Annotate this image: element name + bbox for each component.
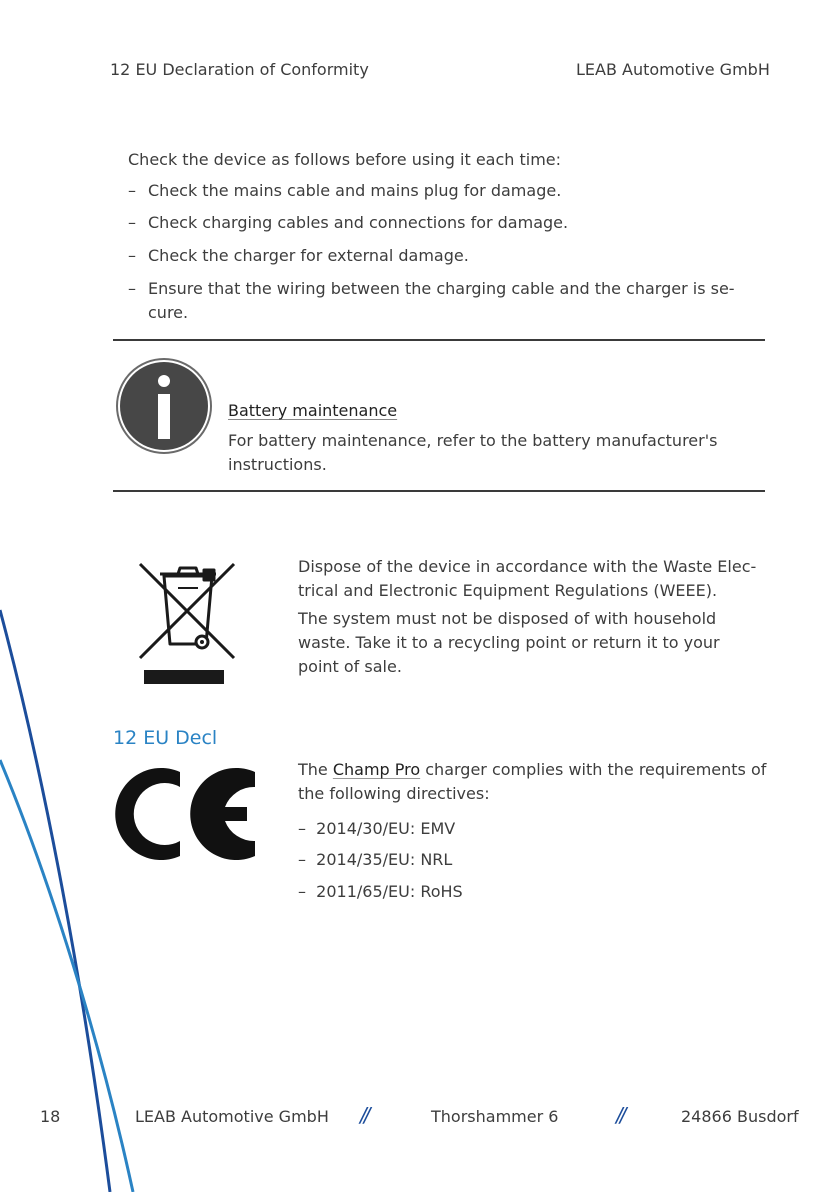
ce-intro-after: charger complies with the requirements of the following directives: (298, 760, 767, 803)
product-name: Champ Pro (332, 760, 421, 779)
dash: – (298, 819, 317, 838)
dash: – (298, 850, 317, 869)
ce-intro (298, 758, 768, 806)
dash: – (128, 279, 136, 298)
section-label: 12 EU Decl (113, 727, 218, 749)
directive-text: 2011/65/EU: RoHS (316, 882, 463, 901)
footer-city: 24866 Busdorf (681, 1107, 799, 1126)
list-item (298, 848, 452, 872)
list-item-text: Check charging cables and connections for damage. (148, 213, 569, 232)
list-item (298, 880, 463, 904)
info-icon (115, 357, 213, 455)
list-item-text: Ensure that the wiring between the charging cable and the charger is se-cure. (148, 279, 735, 322)
footer-street: Thorshammer 6 (431, 1107, 559, 1126)
footer-separator: // (616, 1103, 624, 1127)
header-left-title: 12 EU Declaration of Conformity (110, 60, 369, 79)
header-right-company: LEAB Automotive GmbH (576, 60, 770, 79)
ce-mark-icon (112, 760, 257, 868)
list-item-text: Check the charger for external damage. (148, 246, 469, 265)
dash: – (128, 181, 136, 200)
dash: – (298, 882, 317, 901)
disposal-paragraph-1: Dispose of the device in accordance with the Waste Elec-trical and Electronic Equipment Regulations (WEEE). (298, 557, 757, 600)
info-text: For battery maintenance, refer to the battery manufacturer's instructions. (228, 431, 718, 474)
list-item (298, 817, 455, 841)
info-title-text: Battery maintenance (228, 401, 398, 420)
directive-text: 2014/30/EU: EMV (316, 819, 456, 838)
list-item-text: Check the mains cable and mains plug for damage. (148, 181, 562, 200)
page-number: 18 (40, 1107, 61, 1126)
ce-intro-before: The (298, 760, 333, 779)
dash: – (128, 246, 136, 265)
footer-separator: // (360, 1103, 368, 1127)
info-box-top-rule (113, 339, 765, 341)
info-title (228, 399, 397, 423)
dash: – (128, 213, 136, 232)
footer-company: LEAB Automotive GmbH (135, 1107, 329, 1126)
directive-text: 2014/35/EU: NRL (316, 850, 453, 869)
disposal-paragraph-2: The system must not be disposed of with household waste. Take it to a recycling point or return it to your point of sale. (298, 609, 720, 676)
crossed-out-wheelie-bin-icon (138, 556, 238, 686)
info-box-bottom-rule (113, 490, 765, 492)
check-intro: Check the device as follows before using it each time: (128, 150, 562, 169)
